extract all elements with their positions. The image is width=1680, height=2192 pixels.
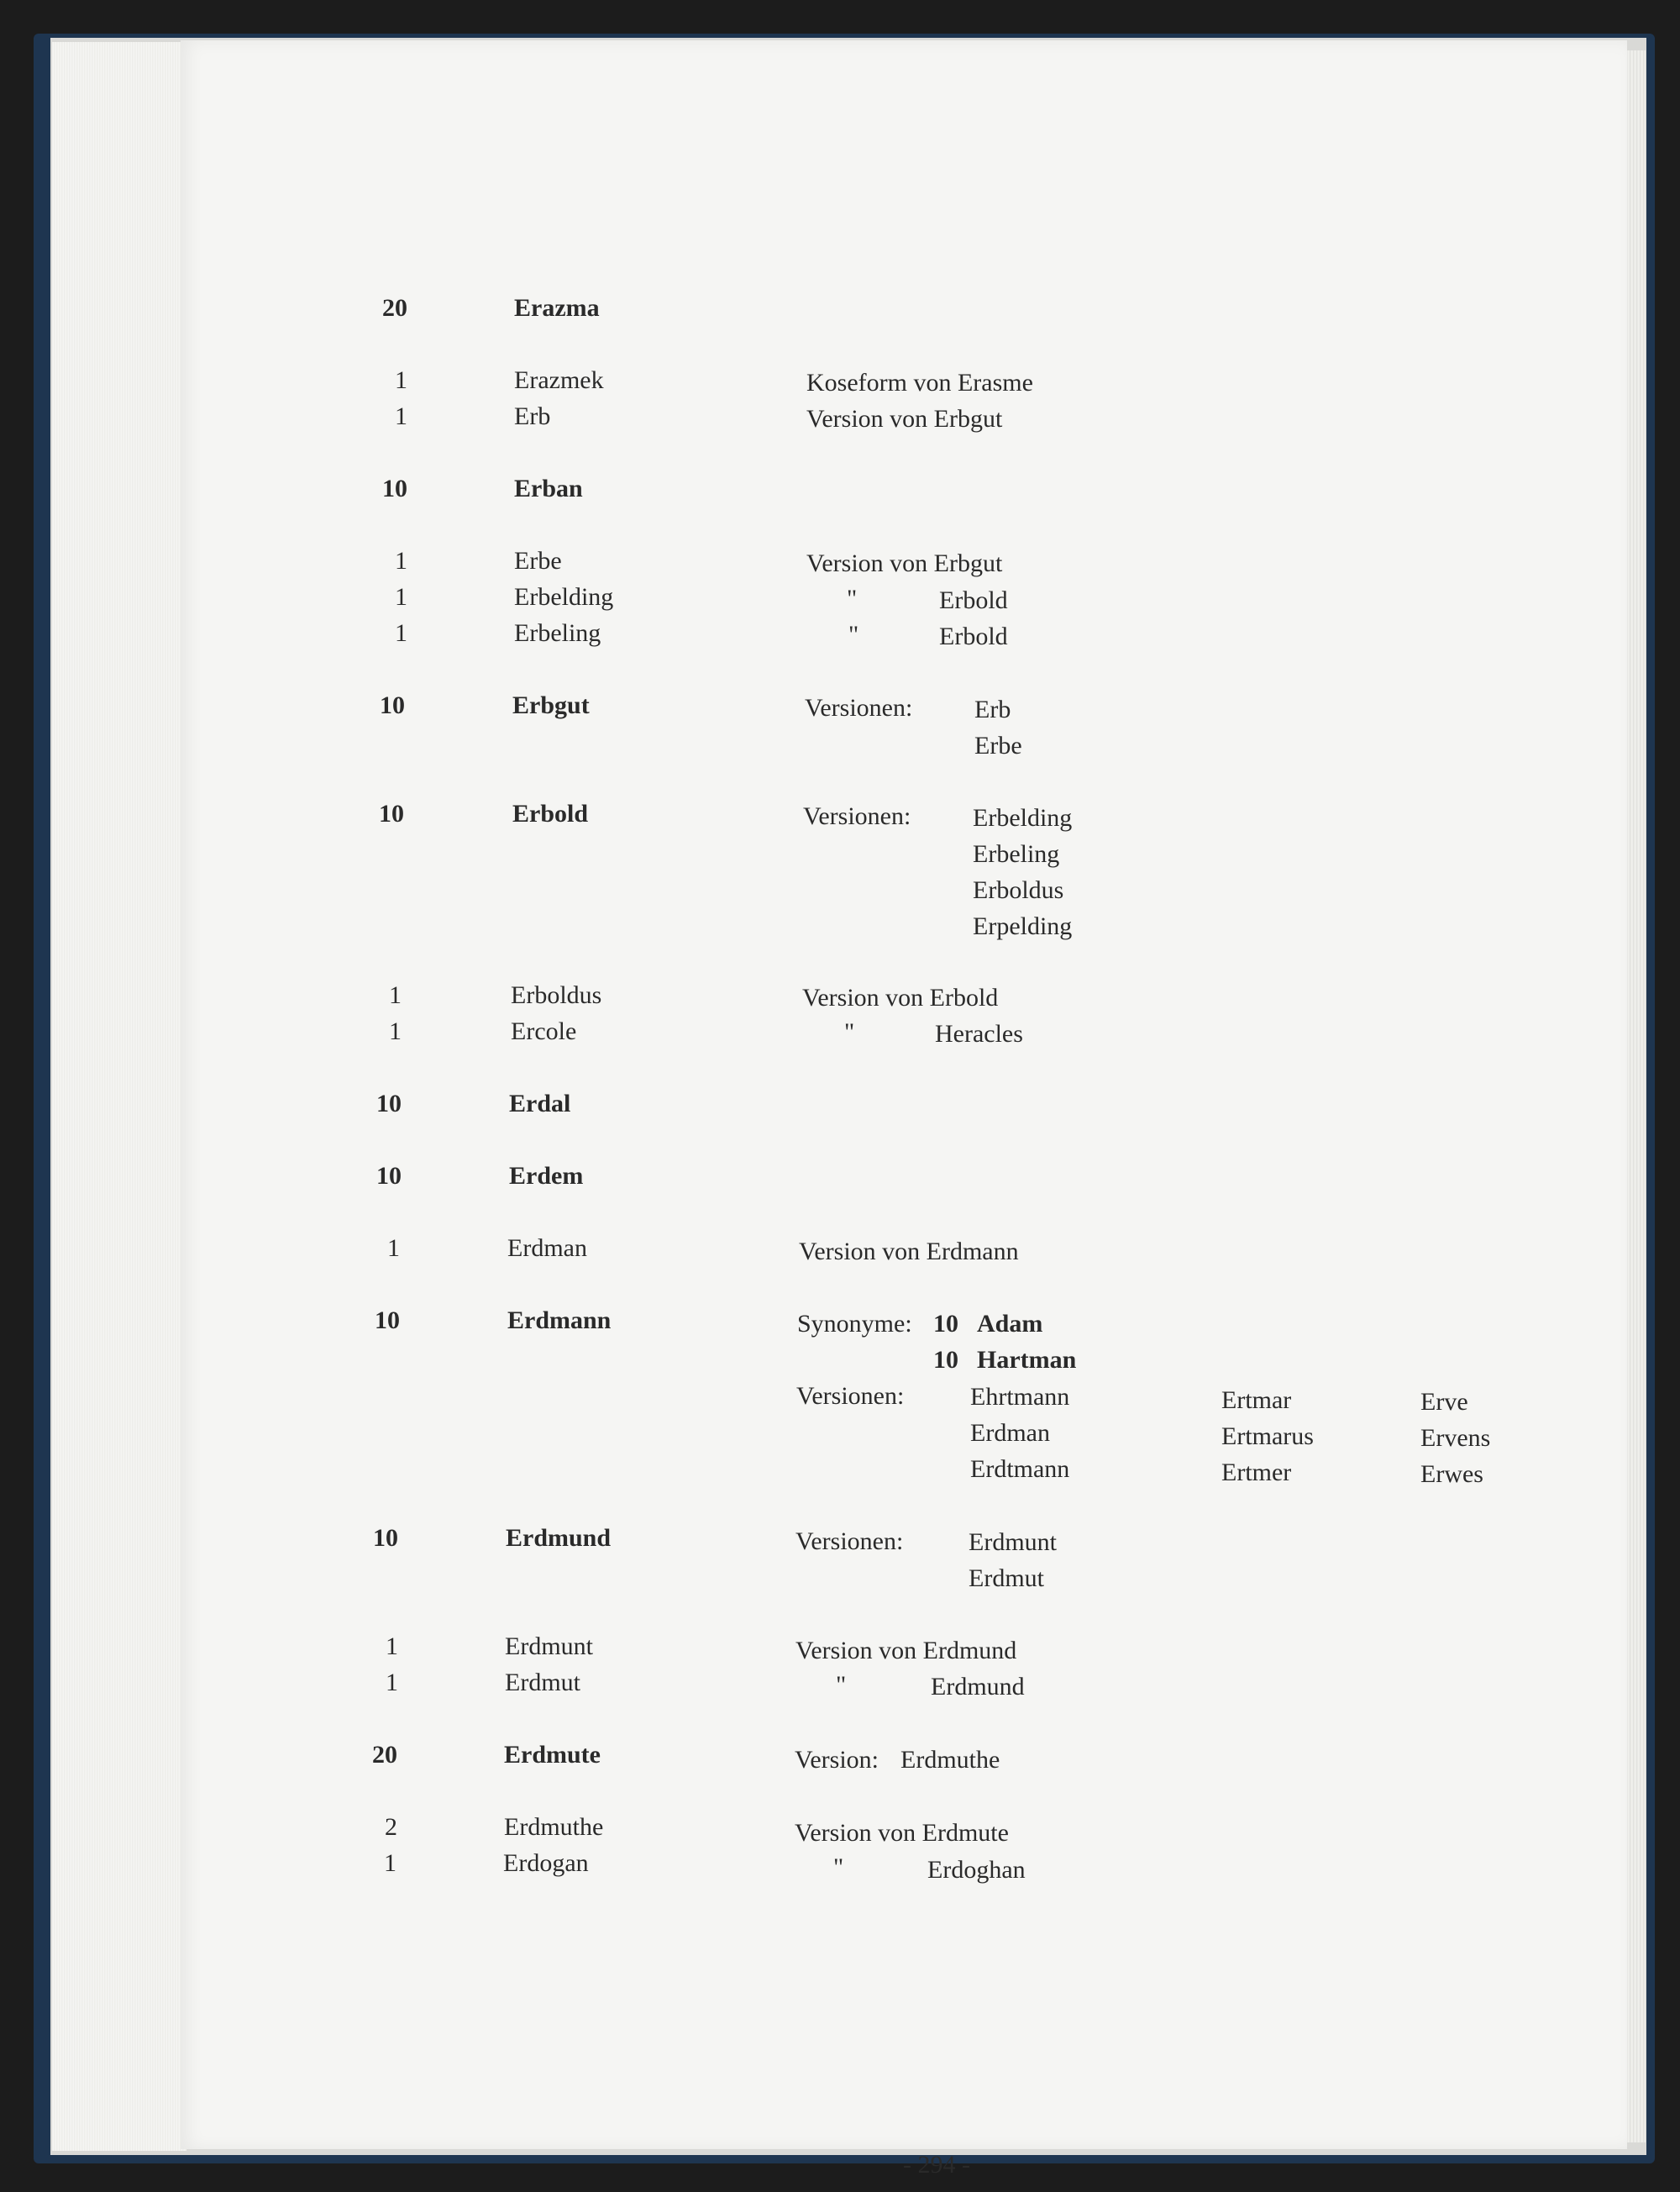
relation-text: Ehrtmann bbox=[970, 1383, 1070, 1411]
entry-name: Erdogan bbox=[503, 1849, 589, 1877]
relation-text: Hartman bbox=[977, 1346, 1077, 1374]
entry-frequency: 1 bbox=[387, 1234, 400, 1262]
entry-frequency: 2 bbox=[385, 1813, 397, 1841]
entry-name: Erdmund bbox=[506, 1524, 612, 1552]
relation-text: Version von Erbgut bbox=[806, 405, 1003, 433]
relation-text: Versionen: bbox=[805, 694, 913, 722]
entry-frequency: 20 bbox=[372, 1741, 397, 1769]
page-edges-right bbox=[1627, 50, 1646, 2142]
relation-text: Adam bbox=[977, 1310, 1043, 1338]
page-edges-left bbox=[52, 42, 186, 2151]
relation-text: Version von Erbold bbox=[802, 984, 999, 1012]
relation-text: Ertmarus bbox=[1221, 1422, 1314, 1450]
relation-text: Erdmuthe bbox=[900, 1746, 1000, 1774]
relation-text: Erbeling bbox=[973, 840, 1060, 868]
entry-name: Erb bbox=[514, 402, 551, 430]
entry-name: Erboldus bbox=[511, 981, 602, 1009]
relation-text: " bbox=[844, 1018, 855, 1046]
relation-text: Version von Erdmann bbox=[799, 1238, 1019, 1265]
relation-text: Erdmund bbox=[931, 1673, 1025, 1701]
entry-name: Erbeling bbox=[514, 619, 601, 647]
relation-text: Synonyme: bbox=[797, 1310, 912, 1338]
relation-text: 10 bbox=[933, 1346, 958, 1374]
entry-name: Erbelding bbox=[514, 583, 614, 611]
relation-text: Erdtmann bbox=[970, 1455, 1070, 1483]
entry-name: Erdmann bbox=[507, 1306, 612, 1334]
relation-text: Erbold bbox=[939, 623, 1008, 650]
entry-frequency: 10 bbox=[376, 1090, 402, 1117]
relation-text: Erdmunt bbox=[969, 1528, 1057, 1556]
relation-text: Version von Erbgut bbox=[806, 549, 1003, 577]
entry-frequency: 10 bbox=[373, 1524, 398, 1552]
entry-frequency: 1 bbox=[395, 366, 407, 394]
relation-text: Erb bbox=[974, 696, 1011, 723]
entry-frequency: 1 bbox=[395, 402, 407, 430]
entry-frequency: 20 bbox=[382, 294, 407, 322]
entry-name: Ercole bbox=[511, 1017, 577, 1045]
entry-frequency: 1 bbox=[386, 1632, 398, 1660]
entry-name: Erdal bbox=[509, 1090, 571, 1117]
entry-name: Erdmunt bbox=[505, 1632, 593, 1660]
entry-frequency: 10 bbox=[380, 691, 405, 719]
entry-name: Erban bbox=[514, 475, 583, 502]
relation-text: Erbold bbox=[939, 586, 1008, 614]
entry-name: Erazma bbox=[514, 294, 600, 322]
relation-text: Versionen: bbox=[803, 802, 911, 830]
relation-text: 10 bbox=[933, 1310, 958, 1338]
relation-text: Ervens bbox=[1420, 1424, 1491, 1452]
entry-name: Erdmuthe bbox=[504, 1813, 604, 1841]
page-number: - 294 - bbox=[903, 2151, 970, 2179]
entry-name: Erazmek bbox=[514, 366, 604, 394]
entry-frequency: 1 bbox=[389, 981, 402, 1009]
relation-text: " bbox=[833, 1853, 844, 1881]
relation-text: Erve bbox=[1420, 1388, 1468, 1416]
relation-text: Erpelding bbox=[973, 912, 1073, 940]
entry-frequency: 1 bbox=[384, 1849, 396, 1877]
relation-text: Version von Erdmund bbox=[795, 1637, 1017, 1664]
entry-frequency: 1 bbox=[395, 619, 407, 647]
entry-frequency: 10 bbox=[375, 1306, 400, 1334]
relation-text: Koseform von Erasme bbox=[806, 369, 1033, 397]
entry-frequency: 1 bbox=[389, 1017, 402, 1045]
entry-name: Erdem bbox=[509, 1162, 584, 1190]
entry-frequency: 10 bbox=[379, 800, 404, 828]
relation-text: Erbelding bbox=[973, 804, 1073, 832]
entry-name: Erdmut bbox=[505, 1669, 580, 1696]
relation-text: Erdoghan bbox=[927, 1856, 1026, 1884]
entry-frequency: 1 bbox=[395, 547, 407, 575]
relation-text: " bbox=[848, 621, 859, 649]
relation-text: Version: bbox=[795, 1746, 879, 1774]
entry-frequency: 10 bbox=[376, 1162, 402, 1190]
relation-text: Erboldus bbox=[973, 876, 1064, 904]
relation-text: Versionen: bbox=[795, 1527, 904, 1555]
relation-text: Erbe bbox=[974, 732, 1022, 760]
relation-text: Erdman bbox=[970, 1419, 1050, 1447]
relation-text: Versionen: bbox=[796, 1382, 905, 1410]
entry-frequency: 10 bbox=[382, 475, 407, 502]
relation-text: Heracles bbox=[935, 1020, 1023, 1048]
relation-text: Erdmut bbox=[969, 1564, 1044, 1592]
entry-name: Erbgut bbox=[512, 691, 590, 719]
entry-frequency: 1 bbox=[386, 1669, 398, 1696]
relation-text: " bbox=[847, 585, 858, 612]
entry-name: Erbe bbox=[514, 547, 562, 575]
relation-text: " bbox=[836, 1671, 847, 1699]
entry-name: Erbold bbox=[512, 800, 589, 828]
entry-name: Erdman bbox=[507, 1234, 587, 1262]
relation-text: Erwes bbox=[1420, 1460, 1483, 1488]
relation-text: Ertmar bbox=[1221, 1386, 1292, 1414]
entry-name: Erdmute bbox=[504, 1741, 601, 1769]
relation-text: Version von Erdmute bbox=[795, 1819, 1009, 1847]
relation-text: Ertmer bbox=[1221, 1459, 1292, 1486]
entry-frequency: 1 bbox=[395, 583, 407, 611]
